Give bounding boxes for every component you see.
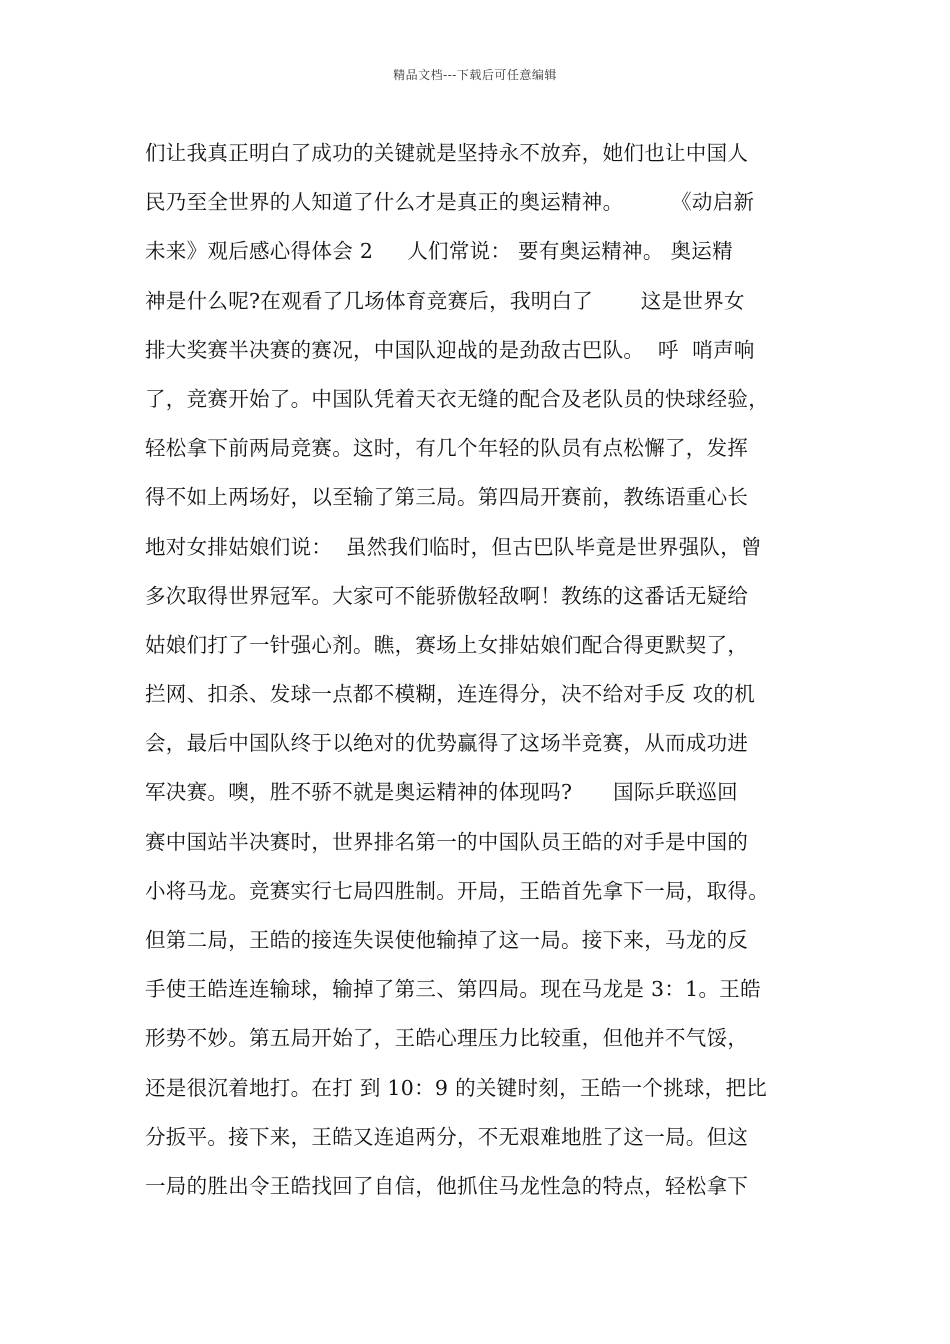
text-line: 民乃至全世界的人知道了什么才是真正的奥运精神。 《动启新 bbox=[145, 190, 755, 215]
text-line: 赛中国站半决赛时，世界排名第一的中国队员王皓的对手是中国的 bbox=[145, 829, 749, 854]
text-line: 多次取得世界冠军。大家可不能骄傲轻敌啊！教练的这番话无疑给 bbox=[145, 583, 749, 608]
text-line: 还是很沉着地打。在打 到 10：9 的关键时刻，王皓一个挑球，把比 bbox=[145, 1075, 768, 1100]
text-line: 轻松拿下前两局竞赛。这时，有几个年轻的队员有点松懈了，发挥 bbox=[145, 436, 749, 461]
text-line: 们让我真正明白了成功的关键就是坚持永不放弃，她们也让中国人 bbox=[145, 141, 749, 165]
text-line: 姑娘们打了一针强心剂。瞧，赛场上女排姑娘们配合得更默契了， bbox=[145, 632, 749, 657]
text-line: 神是什么呢?在观看了几场体育竞赛后，我明白了 这是世界女 bbox=[145, 288, 745, 313]
text-line: 了，竞赛开始了。中国队凭着天衣无缝的配合及老队员的快球经验， bbox=[145, 386, 769, 411]
page-header: 精品文档---下载后可任意编辑 bbox=[393, 68, 557, 82]
text-line: 未来》观后感心得体会 2 人们常说： 要有奥运精神。 奥运精 bbox=[145, 239, 733, 264]
text-line: 排大奖赛半决赛的赛况，中国队迎战的是劲敌古巴队。 呼 哨声响 bbox=[145, 337, 755, 362]
text-line: 军决赛。噢，胜不骄不就是奥运精神的体现吗? 国际乒联巡回 bbox=[145, 780, 738, 805]
text-line: 拦网、扣杀、发球一点都不模糊，连连得分，决不给对手反 攻的机 bbox=[145, 682, 756, 707]
text-line: 形势不妙。第五局开始了，王皓心理压力比较重，但他并不气馁， bbox=[145, 1026, 749, 1051]
text-line: 会，最后中国队终于以绝对的优势赢得了这场半竞赛，从而成功进 bbox=[145, 731, 749, 756]
text-line: 地对女排姑娘们说： 虽然我们临时，但古巴队毕竟是世界强队，曾 bbox=[145, 534, 762, 559]
body-text bbox=[145, 133, 825, 1215]
text-line: 小将马龙。竞赛实行七局四胜制。开局，王皓首先拿下一局，取得。 bbox=[145, 878, 769, 903]
text-line: 但第二局，王皓的接连失误使他输掉了这一局。接下来，马龙的反 bbox=[145, 928, 749, 952]
text-line: 手使王皓连连输球，输掉了第三、第四局。现在马龙是 3：1。王皓 bbox=[145, 977, 761, 1002]
text-line: 分扳平。接下来，王皓又连追两分，不无艰难地胜了这一局。但这 bbox=[145, 1124, 749, 1149]
text-line: 一局的胜出令王皓找回了自信，他抓住马龙性急的特点，轻松拿下 bbox=[145, 1173, 749, 1198]
text-line: 得不如上两场好，以至输了第三局。第四局开赛前，教练语重心长 bbox=[145, 485, 749, 510]
